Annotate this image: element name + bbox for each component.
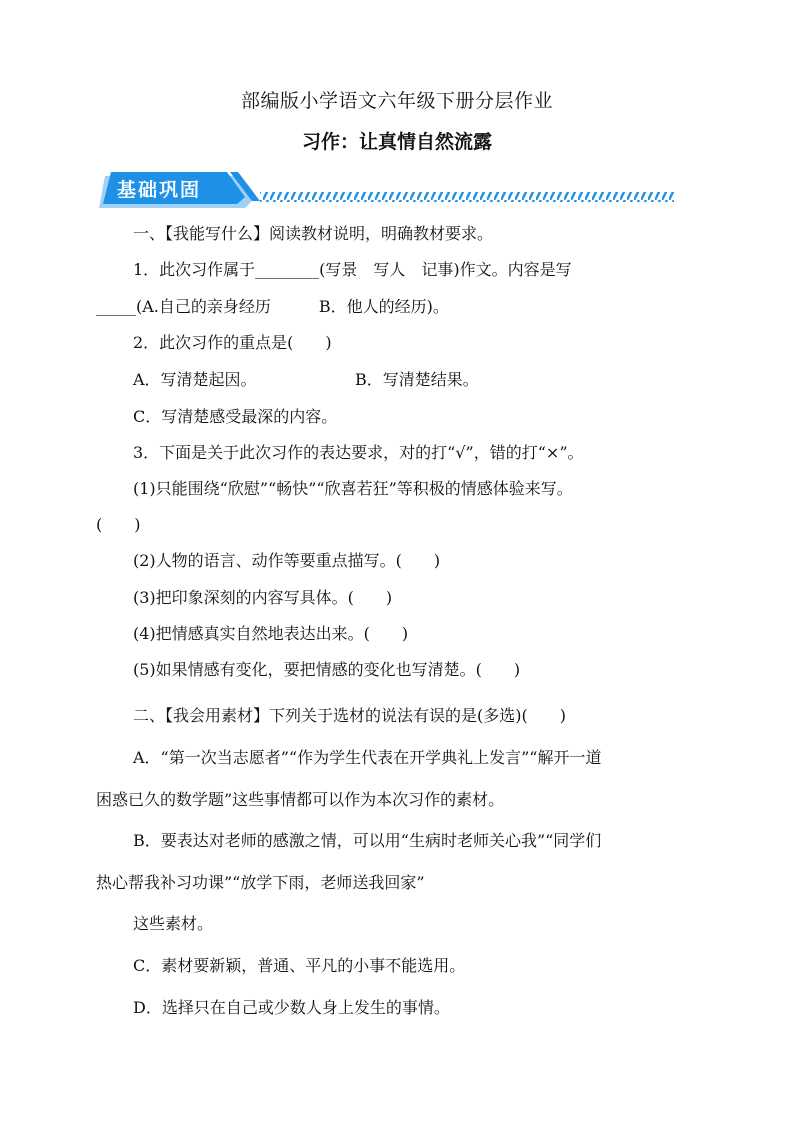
option-1-2-a: A．写清楚起因。 <box>133 370 257 389</box>
question-1-3: 3．下面是关于此次习作的表达要求，对的打“√”，错的打“×”。 <box>133 443 584 462</box>
statement-1-3-3: (3)把印象深刻的内容写具体。( ) <box>133 588 393 607</box>
option-2-c: C．素材要新颖，普通、平凡的小事不能选用。 <box>133 956 466 975</box>
question-1-1-line2: _____(A.自己的亲身经历 B．他人的经历)。 <box>96 297 449 316</box>
section-badge-label: 基础巩固 <box>117 179 202 201</box>
answer-paren-1-3-1: ( ) <box>96 515 141 534</box>
option-1-2-c: C．写清楚感受最深的内容。 <box>133 407 338 426</box>
option-2-a-line1: A．“第一次当志愿者”“作为学生代表在开学典礼上发言”“解开一道 <box>133 748 602 767</box>
option-2-b-line1: B．要表达对老师的感激之情，可以用“生病时老师关心我”“同学们 <box>133 831 602 850</box>
question-1-2: 2．此次习作的重点是( ) <box>133 333 332 352</box>
section-badge <box>95 170 680 214</box>
option-1-2-b: B．写清楚结果。 <box>355 370 479 389</box>
question-1-1-line1: 1．此次习作属于________(写景 写人 记事)作文。内容是写 <box>133 260 572 279</box>
question-1-heading: 一、【我能写什么】阅读教材说明，明确教材要求。 <box>133 224 494 243</box>
option-2-b-line3: 这些素材。 <box>133 914 214 933</box>
statement-1-3-4: (4)把情感真实自然地表达出来。( ) <box>133 624 409 643</box>
page-title: 部编版小学语文六年级下册分层作业 <box>240 90 553 112</box>
question-2-heading: 二、【我会用素材】下列关于选材的说法有误的是(多选)( ) <box>133 706 566 725</box>
option-2-d: D．选择只在自己或少数人身上发生的事情。 <box>133 998 450 1017</box>
statement-1-3-5: (5)如果情感有变化，要把情感的变化也写清楚。( ) <box>133 660 521 679</box>
option-2-b-line2: 热心帮我补习功课”“放学下雨，老师送我回家” <box>96 873 425 892</box>
statement-1-3-2: (2)人物的语言、动作等要重点描写。( ) <box>133 551 441 570</box>
option-2-a-line2: 困惑已久的数学题”这些事情都可以作为本次习作的素材。 <box>96 790 505 809</box>
statement-1-3-1: (1)只能围绕“欣慰”“畅快”“欣喜若狂”等积极的情感体验来写。 <box>133 479 573 498</box>
page-subtitle: 习作：让真情自然流露 <box>301 131 492 153</box>
